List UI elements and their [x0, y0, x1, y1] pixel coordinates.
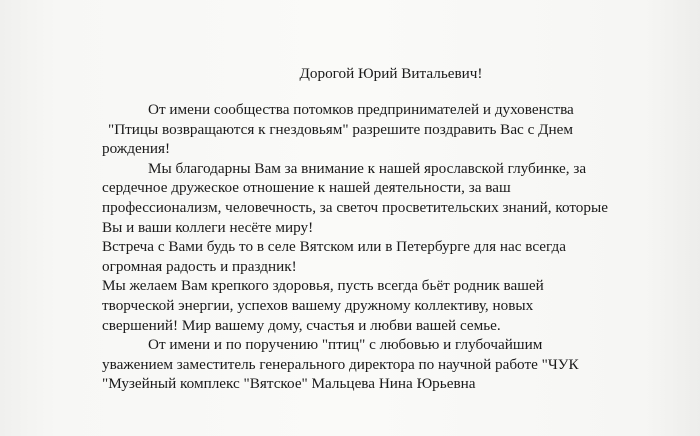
letter-line: профессионализм, человечность, за светоч просветительских знаний, которые: [102, 198, 608, 216]
letter-body: [102, 64, 622, 394]
letter-line: уважением заместитель генерального директора по научной работе "ЧУК: [102, 355, 579, 373]
letter-line: свершений! Мир вашему дому, счастья и любви вашей семье.: [102, 316, 501, 334]
letter-line: творческой энергии, успехов вашему дружному коллективу, новых: [102, 296, 534, 314]
letter-line: От имени и по поручению "птиц" с любовью и глубочайшим: [148, 336, 543, 354]
letter-line: "Музейный комплекс "Вятское" Мальцева Нина Юрьевна: [102, 375, 476, 393]
letter-line: огромная радость и праздник!: [102, 257, 297, 275]
paragraph-gap: [102, 84, 622, 100]
letter-line: От имени сообщества потомков предпринимателей и духовенства: [148, 101, 574, 118]
letter-line: рождения!: [102, 140, 171, 158]
letter-line: Мы желаем Вам крепкого здоровья, пусть всегда бьёт родник вашей: [102, 277, 544, 295]
letter-line: Мы благодарны Вам за внимание к нашей ярославской глубинке, за: [148, 159, 587, 177]
letter-line: Вы и ваши коллеги несёте миру!: [102, 218, 314, 236]
letter-line: "Птицы возвращаются к гнездовьям" разрешите поздравить Вас с Днем: [108, 120, 573, 138]
letter-line: сердечное дружеское отношение к нашей деятельности, за ваш: [102, 179, 511, 197]
letter-greeting: Дорогой Юрий Витальевич!: [299, 65, 483, 82]
letter-line: Встреча с Вами будь то в селе Вятском или в Петербурге для нас всегда: [102, 238, 566, 256]
